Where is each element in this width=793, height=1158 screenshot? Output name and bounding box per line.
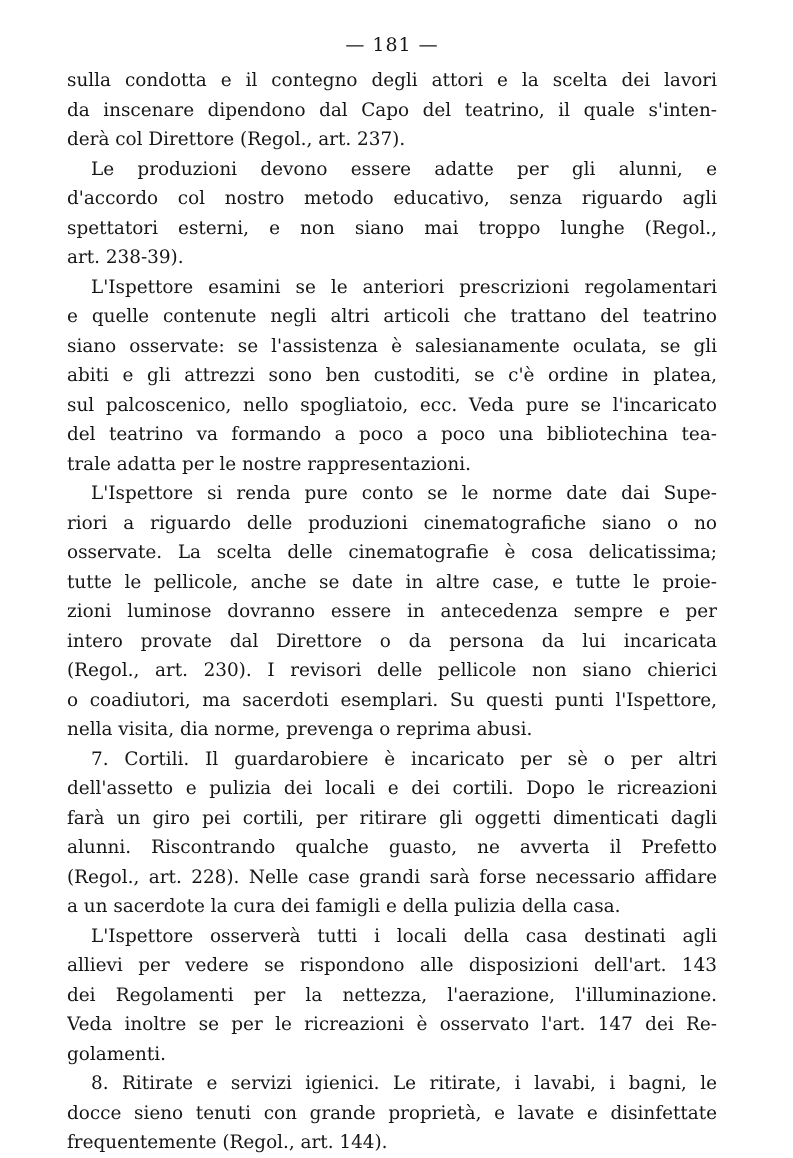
text-line: abiti e gli attrezzi sono ben custoditi, se c'è ordine in platea, xyxy=(67,365,717,386)
text-line: trale adatta per le nostre rappresentazioni. xyxy=(67,453,471,475)
text-line: docce sieno tenuti con grande proprietà, e lavate e disinfettate xyxy=(67,1102,717,1124)
text-line: dei Regolamenti per la nettezza, l'aerazione, l'illuminazione. xyxy=(67,984,717,1006)
text-line: o coadiutori, ma sacerdoti esemplari. Su questi punti l'Ispettore, xyxy=(67,689,717,711)
text-line: osservate. La scelta delle cinematografie è cosa delicatissima; xyxy=(67,542,717,563)
paragraph xyxy=(67,922,717,1070)
text-line: e quelle contenute negli altri articoli che trattano del teatrino xyxy=(67,306,717,327)
text-line: tutte le pellicole, anche se date in altre case, e tutte le proie- xyxy=(67,571,717,593)
text-line: derà col Direttore (Regol., art. 237). xyxy=(67,129,406,150)
text-line: allievi per vedere se rispondono alle disposizioni dell'art. 143 xyxy=(67,955,717,976)
text-line: da inscenare dipendono dal Capo del teatrino, il quale s'inten- xyxy=(67,99,717,121)
text-line: a un sacerdote la cura dei famigli e della pulizia della casa. xyxy=(67,896,621,917)
text-line: art. 238-39). xyxy=(67,247,184,268)
text-line: spettatori esterni, e non siano mai troppo lunghe (Regol., xyxy=(67,217,717,239)
text-line: 7. Cortili. Il guardarobiere è incaricato per sè o per altri xyxy=(91,748,717,770)
text-line: 8. Ritirate e servizi igienici. Le ritirate, i lavabi, i bagni, le xyxy=(91,1073,717,1094)
text-line: intero provate dal Direttore o da persona da lui incaricata xyxy=(67,630,717,652)
text-line: L'Ispettore esamini se le anteriori prescrizioni regolamentari xyxy=(91,276,717,298)
text-line: frequentemente (Regol., art. 144). xyxy=(67,1132,388,1153)
text-line: L'Ispettore osserverà tutti i locali della casa destinati agli xyxy=(91,925,717,947)
text-line: zioni luminose dovranno essere in antecedenza sempre e per xyxy=(67,601,717,622)
paragraph xyxy=(67,66,717,155)
paragraph xyxy=(67,745,717,922)
text-line: nella visita, dia norme, prevenga o reprima abusi. xyxy=(67,719,533,740)
text-line: sulla condotta e il contegno degli attori e la scelta dei lavori xyxy=(67,70,717,91)
paragraph xyxy=(67,479,717,745)
book-page xyxy=(67,32,717,1158)
text-line: Veda inoltre se per le ricreazioni è osservato l'art. 147 dei Re- xyxy=(67,1014,717,1035)
paragraph xyxy=(67,273,717,480)
text-line: riori a riguardo delle produzioni cinematografiche siano o no xyxy=(67,512,717,534)
text-line: alunni. Riscontrando qualche guasto, ne avverta il Prefetto xyxy=(67,837,717,858)
text-line: farà un giro pei cortili, per ritirare gli oggetti dimenticati dagli xyxy=(67,807,717,829)
text-line: siano osservate: se l'assistenza è salesianamente oculata, se gli xyxy=(67,335,717,357)
text-line: (Regol., art. 228). Nelle case grandi sarà forse necessario affidare xyxy=(67,866,717,888)
paragraph xyxy=(67,1069,717,1158)
page-number: — 181 — xyxy=(345,34,439,56)
text-line: golamenti. xyxy=(67,1043,166,1065)
text-line: d'accordo col nostro metodo educativo, senza riguardo agli xyxy=(67,188,717,209)
text-line: L'Ispettore si renda pure conto se le norme date dai Supe- xyxy=(91,483,717,504)
text-line: (Regol., art. 230). I revisori delle pellicole non siano chierici xyxy=(67,660,717,681)
text-line: del teatrino va formando a poco a poco una bibliotechina tea- xyxy=(67,424,717,445)
text-line: sul palcoscenico, nello spogliatoio, ecc. Veda pure se l'incaricato xyxy=(67,394,717,416)
text-line: dell'assetto e pulizia dei locali e dei cortili. Dopo le ricreazioni xyxy=(67,778,717,799)
paragraph xyxy=(67,155,717,273)
text-line: Le produzioni devono essere adatte per gli alunni, e xyxy=(91,158,717,180)
page-body xyxy=(67,66,717,1158)
